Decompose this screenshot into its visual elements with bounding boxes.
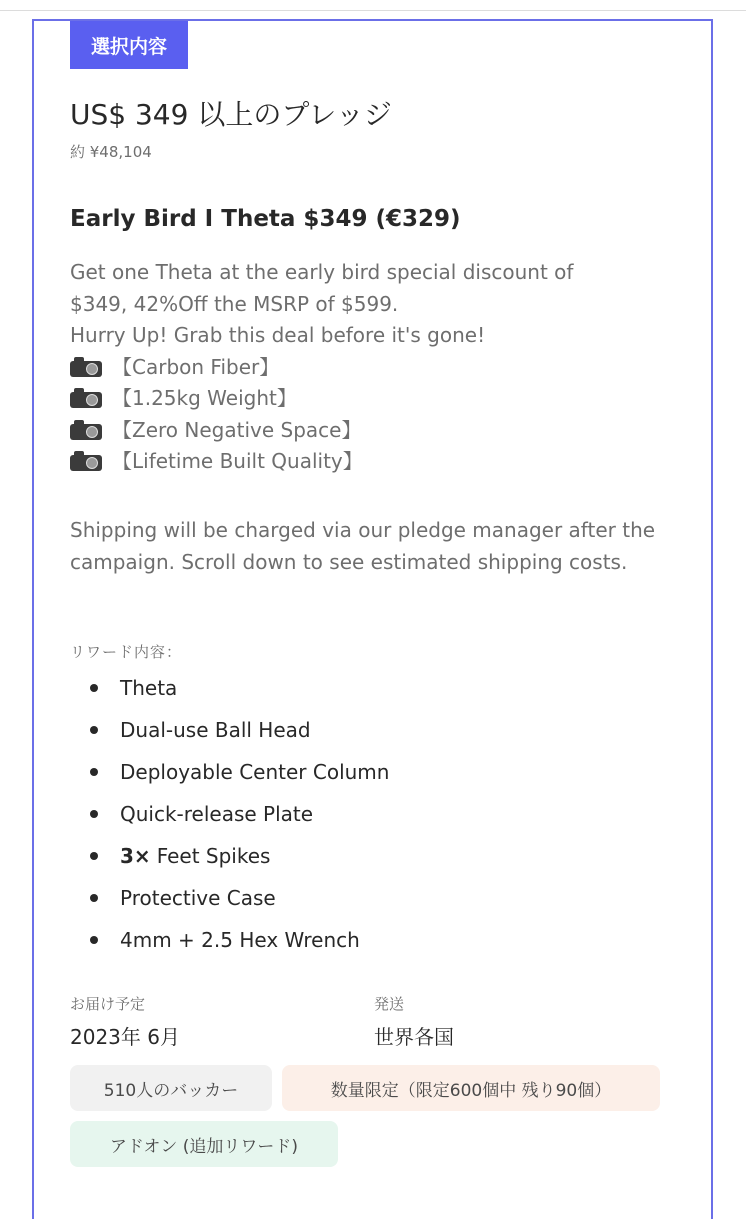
bullet-icon [90, 726, 98, 734]
ships-to-label: 発送 [374, 995, 405, 1013]
bullet-icon [90, 936, 98, 944]
camera-icon [70, 357, 102, 377]
reward-card [32, 19, 713, 1219]
pledge-amount-title: US$ 349 以上のプレッジ [70, 98, 392, 131]
reward-description [70, 257, 690, 478]
selected-badge: 選択内容 [70, 21, 188, 69]
item-quantity: 3× [120, 844, 151, 868]
feature-line [70, 383, 690, 415]
bullet-icon [90, 852, 98, 860]
bullet-icon [90, 894, 98, 902]
camera-icon [70, 420, 102, 440]
list-item [90, 835, 389, 877]
item-text: Theta [120, 676, 178, 700]
feature-line [70, 446, 690, 478]
list-item [90, 667, 389, 709]
bullet-icon [90, 684, 98, 692]
description-line: Hurry Up! Grab this deal before it's gone! [70, 323, 486, 347]
feature-line [70, 352, 690, 384]
delivery-value: 2023年 6月 [70, 1025, 180, 1049]
delivery-label: お届け予定 [70, 995, 146, 1013]
feature-text: 【Lifetime Built Quality】 [112, 449, 363, 473]
top-divider [0, 10, 746, 11]
reward-items-list [90, 667, 389, 961]
item-text: 4mm + 2.5 Hex Wrench [120, 928, 360, 952]
list-item [90, 751, 389, 793]
limited-quantity-badge: 数量限定（限定600個中 残り90個） [282, 1065, 660, 1111]
item-text: Protective Case [120, 886, 276, 910]
list-item [90, 919, 389, 961]
list-item [90, 709, 389, 751]
list-item [90, 793, 389, 835]
ships-to-value: 世界各国 [374, 1025, 454, 1049]
item-text: Feet Spikes [156, 844, 271, 868]
pledge-approx-yen: 約 ¥48,104 [70, 143, 152, 161]
camera-icon [70, 388, 102, 408]
addon-badge: アドオン (追加リワード) [70, 1121, 338, 1167]
backers-count-badge: 510人のバッカー [70, 1065, 272, 1111]
list-item [90, 877, 389, 919]
shipping-note: Shipping will be charged via our pledge manager after the campaign. Scroll down to see estimated shipping costs. [70, 518, 656, 574]
item-text: Deployable Center Column [120, 760, 390, 784]
feature-text: 【Zero Negative Space】 [112, 417, 362, 442]
item-text: Dual-use Ball Head [120, 718, 311, 742]
feature-text: 【1.25kg Weight】 [112, 386, 297, 410]
feature-line [70, 415, 690, 447]
camera-icon [70, 451, 102, 471]
bullet-icon [90, 768, 98, 776]
description-line: Get one Theta at the early bird special discount of [70, 260, 574, 284]
feature-text: 【Carbon Fiber】 [112, 354, 280, 379]
reward-items-label: リワード内容： [70, 643, 183, 661]
bullet-icon [90, 810, 98, 818]
reward-title: Early Bird I Theta $349 (€329) [70, 206, 461, 232]
item-text: Quick-release Plate [120, 802, 314, 826]
description-line: $349, 42%Off the MSRP of $599. [70, 291, 399, 316]
